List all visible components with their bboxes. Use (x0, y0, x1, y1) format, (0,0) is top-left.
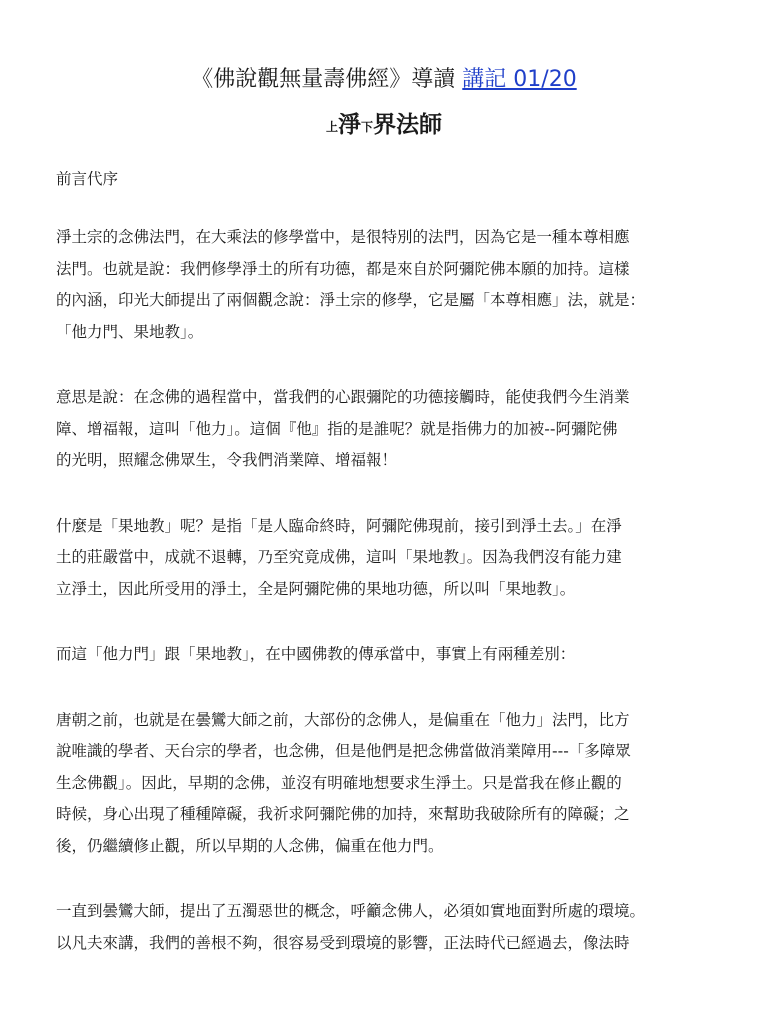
paragraph (56, 511, 736, 606)
paragraph (56, 382, 736, 477)
author-name-rest: 界法師 (373, 112, 443, 138)
text-line: 唐朝之前，也就是在曇鸞大師之前，大部份的念佛人，是偏重在「他力」法門，比方 (56, 710, 630, 729)
text-line: 一直到曇鸞大師，提出了五濁惡世的概念，呼籲念佛人，必須如實地面對所處的環境。 (56, 902, 646, 920)
document-title (0, 62, 768, 98)
text-line: 淨土宗的念佛法門，在大乘法的修學當中，是很特別的法門，因為它是一種本尊相應 (56, 228, 630, 246)
text-line: 法門。也就是說：我們修學淨土的所有功德，都是來自於阿彌陀佛本願的加持。這樣 (56, 259, 630, 278)
text-line: 以凡夫來講，我們的善根不夠，很容易受到環境的影響，正法時代已經過去，像法時 (56, 933, 630, 952)
text-line: 障、增福報，這叫「他力」。這個『他』指的是誰呢？就是指佛力的加被--阿彌陀佛 (56, 419, 618, 438)
text-line: 的內涵，印光大師提出了兩個觀念說：淨土宗的修學，它是屬「本尊相應」法，就是： (56, 291, 646, 309)
paragraph (56, 222, 736, 348)
paragraph (56, 896, 736, 959)
text-line: 立淨土，因此所受用的淨土，全是阿彌陀佛的果地功德，所以叫「果地教」。 (56, 579, 576, 598)
lecture-notes-link[interactable]: 講記 01/20 (462, 67, 577, 92)
section-heading: 前言代序 (56, 170, 119, 188)
text-line: 意思是說：在念佛的過程當中，當我們的心跟彌陀的功德接觸時，能使我們今生消業 (56, 388, 630, 406)
title-text: 《佛說觀無量壽佛經》導讀 (191, 67, 463, 92)
text-line: 「他力門、果地教」。 (56, 322, 204, 341)
document-body (56, 222, 736, 993)
text-line: 說唯識的學者、天台宗的學者，也念佛，但是他們是把念佛當做消業障用---「多障眾 (56, 742, 631, 760)
text-line: 生念佛觀」。因此，早期的念佛，並沒有明確地想要求生淨土。只是當我在修止觀的 (56, 773, 622, 792)
text-line: 後，仍繼續修止觀，所以早期的人念佛，偏重在他力門。 (56, 836, 444, 855)
text-line: 什麼是「果地教」呢？是指「是人臨命終時，阿彌陀佛現前，接引到淨土去。」在淨 (56, 516, 622, 535)
author-middle-mark: 下 (361, 120, 374, 134)
text-line: 的光明，照耀念佛眾生，令我們消業障、增福報！ (56, 451, 398, 469)
paragraph (56, 705, 736, 863)
text-line: 時候，身心出現了種種障礙，我祈求阿彌陀佛的加持，來幫助我破除所有的障礙；之 (56, 805, 630, 823)
text-line: 而這「他力門」跟「果地教」，在中國佛教的傳承當中，事實上有兩種差別： (56, 645, 576, 663)
author-name-first: 淨 (338, 112, 361, 138)
text-line: 土的莊嚴當中，成就不退轉，乃至究竟成佛，這叫「果地教」。因為我們沒有能力建 (56, 548, 622, 566)
author-line (0, 108, 768, 142)
paragraph (56, 639, 736, 671)
author-prefix-mark: 上 (325, 120, 338, 134)
